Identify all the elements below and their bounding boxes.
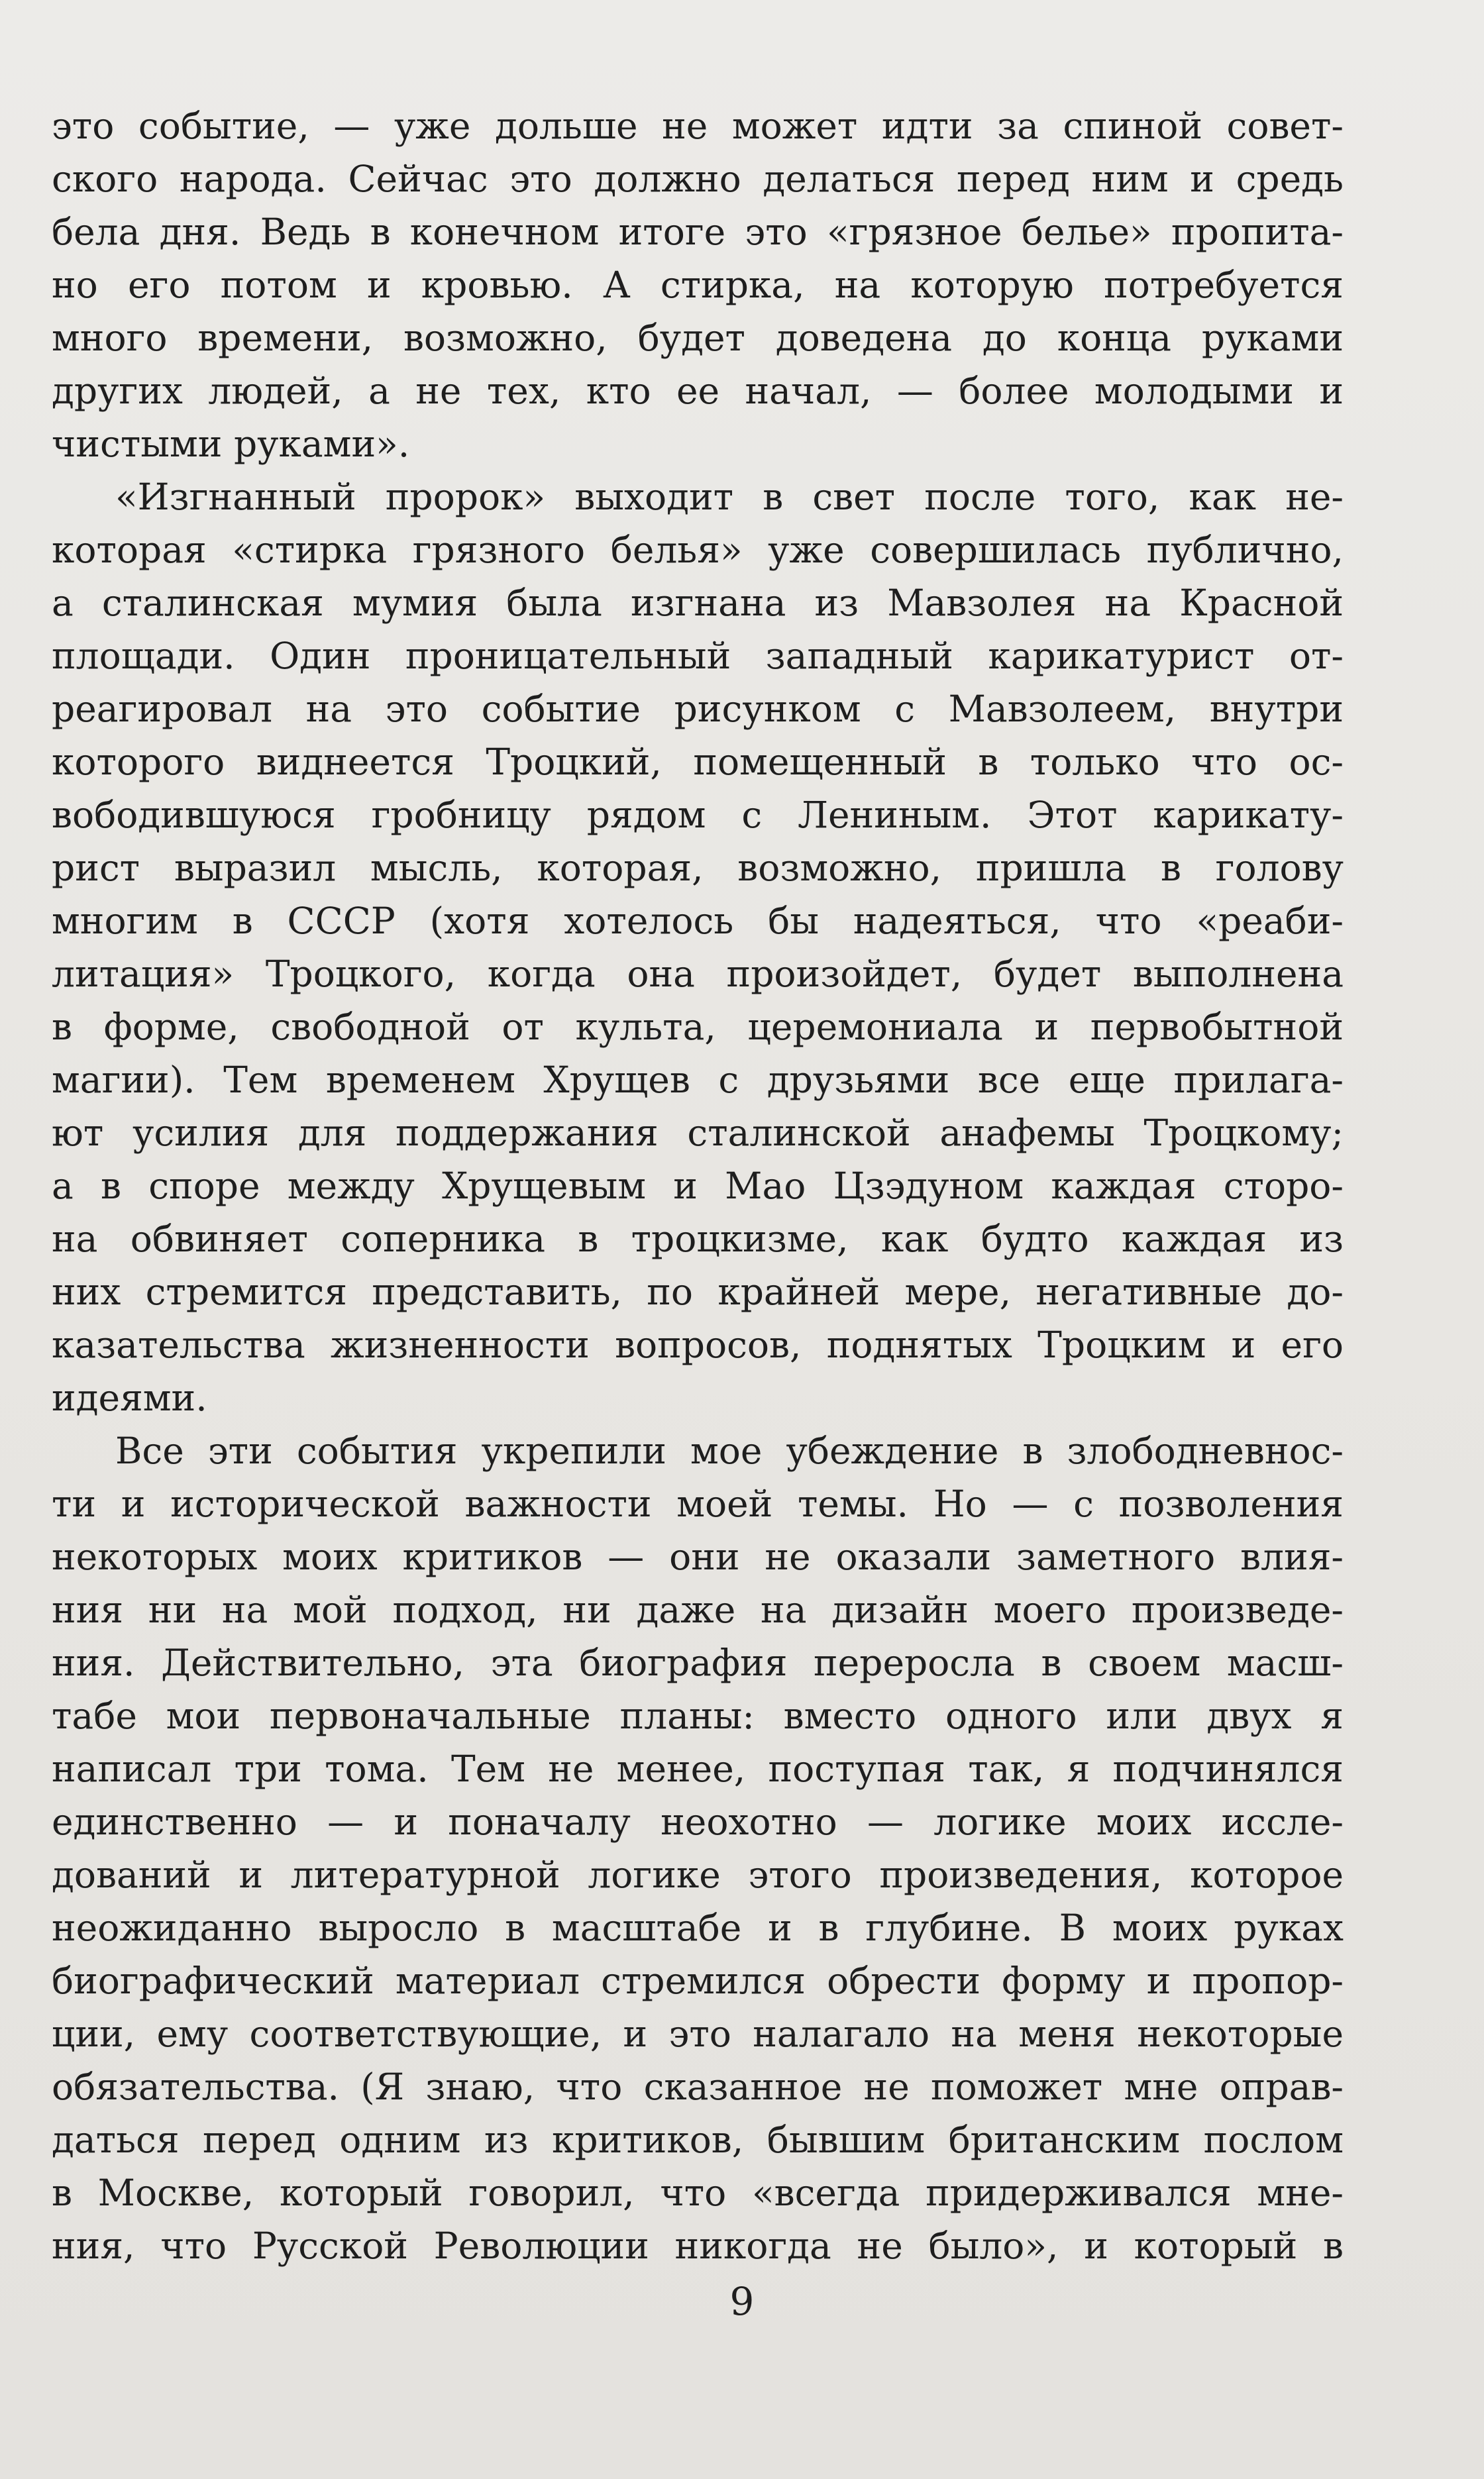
- text-line: ния. Действительно, эта биография переросла в своем масш-: [52, 1642, 1344, 1684]
- text-line: ции, ему соответствующие, и это налагало на меня некоторые: [52, 2013, 1344, 2055]
- text-line: но его потом и кровью. А стирка, на которую потребуется: [52, 264, 1344, 306]
- text-line: реагировал на это событие рисунком с Мавзолеем, внутри: [52, 688, 1344, 730]
- text-line: идеями.: [52, 1377, 207, 1419]
- text-line: даться перед одним из критиков, бывшим британским послом: [52, 2119, 1344, 2161]
- text-line: вободившуюся гробницу рядом с Лениным. Этот карикату-: [52, 794, 1344, 836]
- text-line: в Москве, который говорил, что «всегда придерживался мне-: [52, 2172, 1344, 2214]
- text-line: единственно — и поначалу неохотно — логике моих иссле-: [52, 1801, 1344, 1843]
- text-line: ния, что Русской Революции никогда не было», и который в: [52, 2225, 1344, 2267]
- text-line: них стремится представить, по крайней мере, негативные до-: [52, 1271, 1344, 1313]
- paragraph: [52, 1424, 1344, 2272]
- text-line: табе мои первоначальные планы: вместо одного или двух я: [52, 1695, 1344, 1737]
- text-line: ти и исторической важности моей темы. Но — с позволения: [52, 1483, 1344, 1525]
- text-line: магии). Тем временем Хрущев с друзьями все еще прилага-: [52, 1059, 1344, 1101]
- text-line: некоторых моих критиков — они не оказали заметного влия-: [52, 1536, 1344, 1578]
- text-line: неожиданно выросло в масштабе и в глубине. В моих руках: [52, 1907, 1344, 1949]
- text-line: которая «стирка грязного белья» уже совершилась публично,: [52, 529, 1344, 571]
- text-line: которого виднеется Троцкий, помещенный в только что ос-: [52, 741, 1344, 783]
- text-line: ния ни на мой подход, ни даже на дизайн моего произведе-: [52, 1589, 1344, 1631]
- text-line: написал три тома. Тем не менее, поступая так, я подчинялся: [52, 1748, 1344, 1790]
- text-line: чистыми руками».: [52, 423, 410, 465]
- text-line: многим в СССР (хотя хотелось бы надеяться, что «реаби-: [52, 900, 1344, 942]
- text-line: Все эти события укрепили мое убеждение в злободневнос-: [115, 1430, 1344, 1472]
- text-line: много времени, возможно, будет доведена до конца руками: [52, 317, 1344, 359]
- text-line: а в споре между Хрущевым и Мао Цзэдуном каждая сторо-: [52, 1165, 1344, 1207]
- text-line: в форме, свободной от культа, церемониала и первобытной: [52, 1006, 1344, 1048]
- text-line: биографический материал стремился обрести форму и пропор-: [52, 1960, 1344, 2002]
- page-number: 9: [729, 2279, 755, 2324]
- text-line: других людей, а не тех, кто ее начал, — более молодыми и: [52, 370, 1344, 412]
- text-line: обязательства. (Я знаю, что сказанное не поможет мне оправ-: [52, 2066, 1344, 2108]
- body-text: [52, 99, 1344, 2272]
- paragraph: [52, 470, 1344, 1424]
- text-line: «Изгнанный пророк» выходит в свет после того, как не-: [115, 476, 1344, 518]
- text-line: литация» Троцкого, когда она произойдет, будет выполнена: [52, 953, 1344, 995]
- text-line: а сталинская мумия была изгнана из Мавзолея на Красной: [52, 582, 1344, 624]
- paragraph: [52, 99, 1344, 470]
- text-line: дований и литературной логике этого произведения, которое: [52, 1854, 1344, 1896]
- text-line: ского народа. Сейчас это должно делаться перед ним и средь: [52, 158, 1344, 200]
- text-line: казательства жизненности вопросов, поднятых Троцким и его: [52, 1324, 1344, 1366]
- text-line: площади. Один проницательный западный карикатурист от-: [52, 635, 1344, 677]
- text-line: на обвиняет соперника в троцкизме, как будто каждая из: [52, 1218, 1344, 1260]
- text-line: бела дня. Ведь в конечном итоге это «грязное белье» пропита-: [52, 211, 1344, 253]
- text-line: это событие, — уже дольше не может идти за спиной совет-: [52, 105, 1344, 147]
- text-line: ют усилия для поддержания сталинской анафемы Троцкому;: [52, 1112, 1344, 1154]
- text-line: рист выразил мысль, которая, возможно, пришла в голову: [52, 847, 1344, 889]
